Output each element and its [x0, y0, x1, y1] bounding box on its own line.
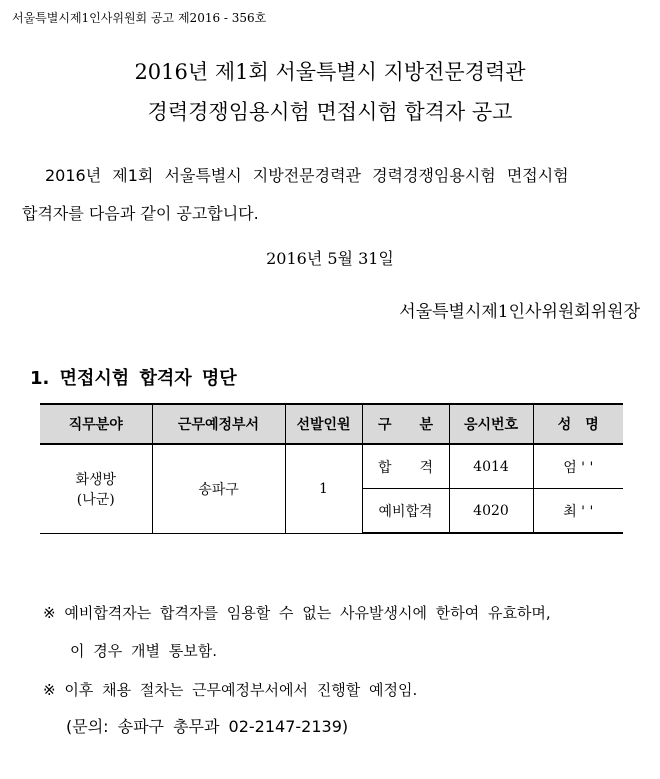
note-1: ※ 예비합격자는 합격자를 임용할 수 없는 사유발생시에 한하여 유효하며,	[43, 604, 551, 622]
title-line-2: 경력경쟁임용시험 면접시험 합격자 공고	[147, 100, 513, 124]
field-line-2: (나군)	[76, 491, 115, 508]
header-count: 선발인원	[285, 404, 362, 444]
signature: 서울특별시제1인사위원회위원장	[399, 302, 640, 322]
header-type: 구 분	[362, 404, 449, 444]
cell-number: 4014	[449, 444, 533, 489]
header-department: 근무예정부서	[152, 404, 285, 444]
cell-count: 1	[285, 444, 362, 533]
result-table	[40, 403, 623, 534]
cell-type: 합 격	[362, 444, 449, 489]
document-number: 서울특별시제1인사위원회 공고 제2016 - 356호	[12, 11, 267, 25]
cell-name: 최 ' '	[533, 489, 623, 534]
header-name: 성 명	[533, 404, 623, 444]
header-number: 응시번호	[449, 404, 533, 444]
note-2: ※ 이후 채용 절차는 근무예정부서에서 진행할 예정임.	[43, 681, 418, 699]
note-1-continued: 이 경우 개별 통보함.	[70, 642, 217, 660]
field-line-1: 화생방	[75, 471, 117, 488]
table-row	[40, 444, 623, 489]
table-header-row	[40, 404, 623, 444]
title-line-1: 2016년 제1회 서울특별시 지방전문경력관	[134, 60, 526, 84]
cell-name: 엄 ' '	[533, 444, 623, 489]
cell-field	[40, 444, 152, 533]
header-field: 직무분야	[40, 404, 152, 444]
cell-number: 4020	[449, 489, 533, 534]
body-line-1: 2016년 제1회 서울특별시 지방전문경력관 경력경쟁임용시험 면접시험	[45, 166, 569, 185]
cell-department: 송파구	[152, 444, 285, 533]
section-title: 1. 면접시험 합격자 명단	[30, 368, 237, 389]
contact-info: (문의: 송파구 총무과 02-2147-2139)	[66, 717, 349, 736]
body-line-2: 합격자를 다음과 같이 공고합니다.	[22, 204, 259, 223]
cell-type: 예비합격	[362, 489, 449, 534]
announcement-date: 2016년 5월 31일	[266, 249, 394, 268]
